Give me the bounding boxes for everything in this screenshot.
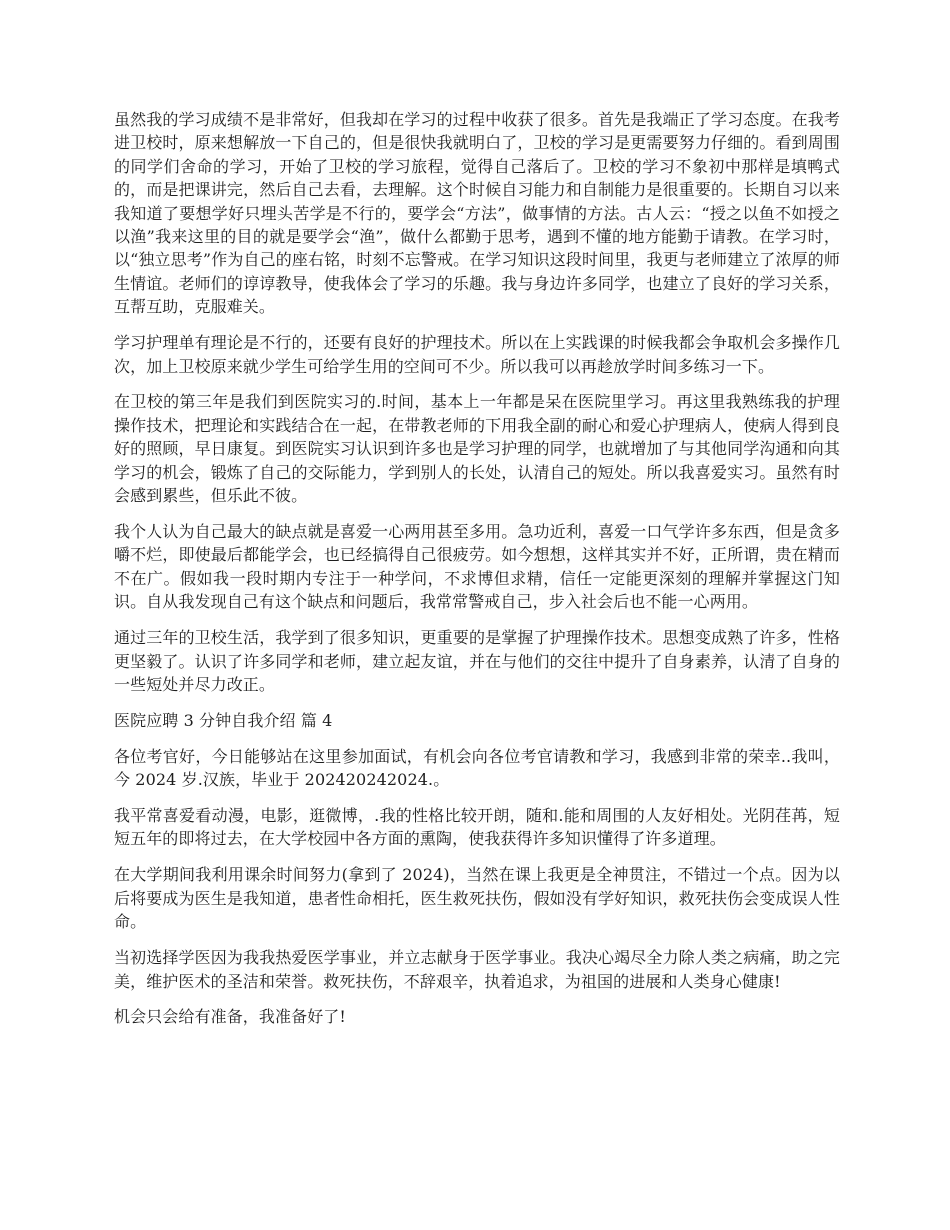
paragraph-shortcomings: 我个人认为自己最大的缺点就是喜爱一心两用甚至多用。急功近利，喜爱一口气学许多东西，但是贪多嚼不烂，即使最后都能学会，也已经搞得自己很疲劳。如今想想，这样其实并不好，正所谓，贵在精而不在广。假如我一段时期内专注于一种学问，不求博但求精，信任一定能更深刻的理解并掌握这门知识。自从我发现自己有这个缺点和问题后，我常常警戒自己，步入社会后也不能一心两用。: [114, 522, 840, 612]
paragraph-university: 在大学期间我利用课余时间努力(拿到了 2024)，当然在课上我更是全神贯注，不错过一个点。因为以后将要成为医生是我知道，患者性命相托，医生救死扶伤，假如没有学好知识，救死扶伤会变成误人性命。: [114, 865, 840, 932]
document-body: [114, 108, 840, 1041]
section-heading: 医院应聘 3 分钟自我介绍 篇 4: [114, 710, 333, 730]
paragraph-greeting: 各位考官好，今日能够站在这里参加面试，有机会向各位考官请教和学习，我感到非常的荣幸..我叫，今 2024 岁.汉族，毕业于 202420242024.。: [114, 746, 840, 790]
paragraph-closing: 机会只会给有准备，我准备好了!: [114, 1007, 346, 1027]
paragraph-internship: 在卫校的第三年是我们到医院实习的.时间，基本上一年都是呆在医院里学习。再这里我熟练我的护理操作技术，把理论和实践结合在一起，在带教老师的下用我全副的耐心和爱心护理病人，使病人得到良好的照顾，早日康复。到医院实习认识到许多也是学习护理的同学，也就增加了与其他同学沟通和向其学习的机会，锻炼了自己的交际能力，学到别人的长处，认清自己的短处。所以我喜爱实习。虽然有时会感到累些，但乐此不彼。: [114, 392, 840, 506]
paragraph-nursing-skills: 学习护理单有理论是不行的，还要有良好的护理技术。所以在上实践课的时候我都会争取机会多操作几次，加上卫校原来就少学生可给学生用的空间可不少。所以我可以再趁放学时间多练习一下。: [114, 333, 840, 376]
paragraph-hobbies: 我平常喜爱看动漫，电影，逛微博，.我的性格比较开朗，随和.能和周围的人友好相处。光阴荏苒，短短五年的即将过去，在大学校园中各方面的熏陶，使我获得许多知识懂得了许多道理。: [114, 806, 840, 849]
paragraph-summary: 通过三年的卫校生活，我学到了很多知识，更重要的是掌握了护理操作技术。思想变成熟了许多，性格更坚毅了。认识了许多同学和老师，建立起友谊，并在与他们的交往中提升了自身素养，认清了自身的一些短处并尽力改正。: [114, 628, 840, 694]
paragraph-study-attitude: 虽然我的学习成绩不是非常好，但我却在学习的过程中收获了很多。首先是我端正了学习态度。在我考进卫校时，原来想解放一下自己的，但是很快我就明白了，卫校的学习是更需要努力仔细的。看到周围的同学们舍命的学习，开始了卫校的学习旅程，觉得自己落后了。卫校的学习不象初中那样是填鸭式的，而是把课讲完，然后自己去看，去理解。这个时候自习能力和自制能力是很重要的。长期自习以来我知道了要想学好只埋头苦学是不行的，要学会“方法”，做事情的方法。古人云：“授之以鱼不如授之以渔”我来这里的目的就是要学会“渔”，做什么都勤于思考，遇到不懂的地方能勤于请教。在学习时，以“独立思考”作为自己的座右铭，时刻不忘警戒。在学习知识这段时间里，我更与老师建立了浓厚的师生情谊。老师们的谆谆教导，使我体会了学习的乐趣。我与身边许多同学，也建立了良好的学习关系，互帮互助，克服难关。: [114, 110, 840, 317]
paragraph-motivation: 当初选择学医因为我我热爱医学事业，并立志献身于医学事业。我决心竭尽全力除人类之病痛，助之完美，维护医术的圣洁和荣誉。救死扶伤，不辞艰辛，执着追求，为祖国的进展和人类身心健康!: [114, 948, 840, 991]
